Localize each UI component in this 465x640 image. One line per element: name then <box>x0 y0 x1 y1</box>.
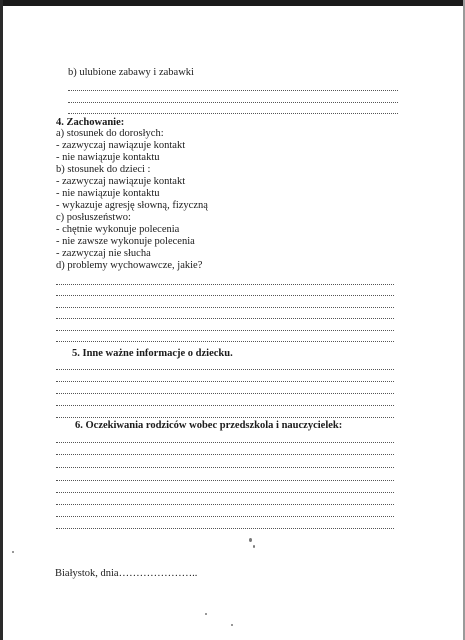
answer-line <box>56 380 394 382</box>
answer-line <box>56 491 394 493</box>
adults-option: - zazwyczaj nawiązuje kontakt <box>56 140 186 151</box>
children-option: - wykazuje agresję słowną, fizyczną <box>56 200 208 211</box>
answer-line <box>56 294 394 296</box>
toys-label: b) ulubione zabawy i zabawki <box>68 67 194 78</box>
answer-line <box>56 416 394 418</box>
scan-speck <box>12 551 14 553</box>
answer-line <box>56 283 394 285</box>
scan-speck <box>253 545 255 548</box>
answer-line <box>68 89 398 91</box>
obedience-option: - zazwyczaj nie słucha <box>56 248 151 259</box>
answer-line <box>56 515 394 517</box>
answer-line <box>68 112 398 114</box>
children-option: - zazwyczaj nawiązuje kontakt <box>56 176 186 187</box>
answer-line <box>56 479 394 481</box>
answer-line <box>56 466 394 468</box>
obedience-option: - nie zawsze wykonuje polecenia <box>56 236 195 247</box>
section6-heading: 6. Oczekiwania rodziców wobec przedszkola i nauczycielek: <box>75 420 343 431</box>
answer-line <box>56 527 394 529</box>
scan-speck <box>249 538 252 542</box>
answer-line <box>68 101 398 103</box>
scan-speck <box>205 613 207 615</box>
adults-option: - nie nawiązuje kontaktu <box>56 152 160 163</box>
answer-line <box>56 340 394 342</box>
obedience-label: c) posłuszeństwo: <box>56 212 131 223</box>
answer-line <box>56 317 394 319</box>
scan-speck <box>231 624 233 626</box>
answer-line <box>56 368 394 370</box>
answer-line <box>56 441 394 443</box>
answer-line <box>56 306 394 308</box>
adults-label: a) stosunek do dorosłych: <box>56 128 164 139</box>
behavior-heading: 4. Zachowanie: <box>56 117 125 128</box>
answer-line <box>56 503 394 505</box>
children-label: b) stosunek do dzieci : <box>56 164 151 175</box>
section5-heading: 5. Inne ważne informacje o dziecku. <box>72 348 233 359</box>
answer-line <box>56 453 394 455</box>
answer-line <box>56 329 394 331</box>
obedience-option: - chętnie wykonuje polecenia <box>56 224 180 235</box>
place-date-line: Białystok, dnia………………….. <box>55 568 198 579</box>
answer-line <box>56 392 394 394</box>
scan-edge-top <box>0 0 465 6</box>
children-option: - nie nawiązuje kontaktu <box>56 188 160 199</box>
scan-edge-left <box>0 0 3 640</box>
problems-label: d) problemy wychowawcze, jakie? <box>56 260 203 271</box>
answer-line <box>56 404 394 406</box>
